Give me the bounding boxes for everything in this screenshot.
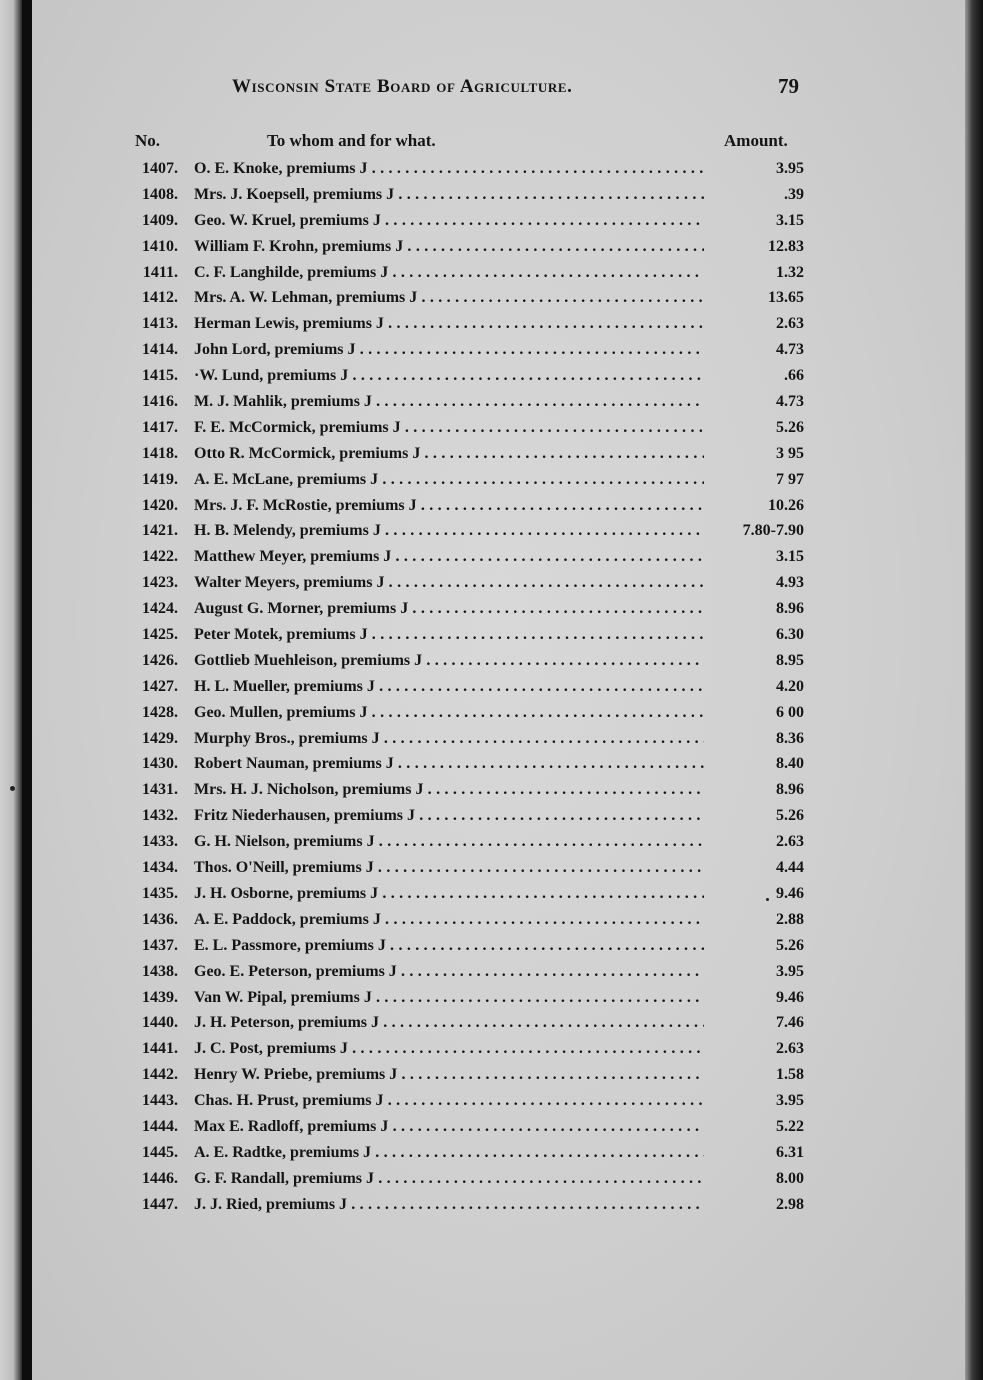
- entry-amount: 6.30: [776, 626, 804, 644]
- entry-amount: 7.80-7.90: [742, 522, 804, 540]
- entry-number: 1418.: [142, 444, 178, 462]
- ledger-row: [120, 1192, 820, 1218]
- entry-description: ·W. Lund, premiums J . . .: [194, 363, 704, 389]
- entry-number: 1435.: [142, 884, 178, 902]
- ledger-row: [120, 518, 820, 544]
- entry-amount: .66: [784, 367, 804, 385]
- entry-amount: 1.32: [776, 263, 804, 281]
- entry-description: Walter Meyers, premiums J . . .: [194, 570, 704, 596]
- column-header-no: No.: [135, 131, 161, 150]
- print-speck: [10, 786, 15, 791]
- entry-number: 1438.: [142, 962, 178, 980]
- ledger-entries: [120, 156, 820, 1218]
- ledger-row: [120, 1088, 820, 1114]
- entry-amount: 4.73: [776, 341, 804, 359]
- entry-number: 1421.: [142, 522, 178, 540]
- ledger-row: [120, 803, 820, 829]
- entry-number: 1425.: [142, 626, 178, 644]
- ledger-row: [120, 260, 820, 286]
- ledger-row: [120, 855, 820, 881]
- entry-number: 1408.: [142, 185, 178, 203]
- ledger-row: [120, 1010, 820, 1036]
- entry-number: 1416.: [142, 393, 178, 411]
- entry-amount: 3.95: [776, 160, 804, 177]
- entry-description: Geo. Mullen, premiums J . . .: [194, 700, 704, 726]
- entry-number: 1436.: [142, 910, 178, 928]
- entry-number: 1443.: [142, 1092, 178, 1110]
- ledger-row: [120, 570, 820, 596]
- entry-number: 1441.: [142, 1040, 178, 1058]
- ledger-row: [120, 156, 820, 182]
- entry-description: William F. Krohn, premiums J . . .: [194, 234, 704, 260]
- entry-number: 1442.: [142, 1066, 178, 1084]
- entry-description: J. H. Peterson, premiums J . . .: [194, 1010, 704, 1036]
- entry-amount: 8.40: [776, 755, 804, 773]
- entry-amount: 2.63: [776, 1040, 804, 1058]
- ledger-row: [120, 1062, 820, 1088]
- entry-description: E. L. Passmore, premiums J . . .: [194, 933, 704, 959]
- entry-description: Van W. Pipal, premiums J . . .: [194, 985, 704, 1011]
- entry-amount: 2.63: [776, 833, 804, 851]
- entry-description: Mrs. J. F. McRostie, premiums J . . .: [194, 493, 704, 519]
- column-header-amount: Amount.: [724, 131, 788, 150]
- ledger-row: [120, 337, 820, 363]
- entry-amount: 8.95: [776, 651, 804, 669]
- ledger-row: [120, 1036, 820, 1062]
- entry-description: Fritz Niederhausen, premiums J . . .: [194, 803, 704, 829]
- entry-description: O. E. Knoke, premiums J . . .: [194, 156, 704, 182]
- entry-number: 1424.: [142, 600, 178, 618]
- ledger-row: [120, 596, 820, 622]
- entry-description: H. B. Melendy, premiums J . . .: [194, 518, 704, 544]
- entry-amount: 2.98: [776, 1195, 804, 1213]
- entry-number: 1434.: [142, 859, 178, 877]
- entry-description: C. F. Langhilde, premiums J . . .: [194, 260, 704, 286]
- entry-amount: 7 97: [776, 470, 804, 488]
- ledger-row: [120, 234, 820, 260]
- ledger-row: [120, 208, 820, 234]
- entry-amount: 5.26: [776, 807, 804, 825]
- entry-number: 1446.: [142, 1169, 178, 1187]
- entry-amount: 13.65: [768, 289, 804, 307]
- entry-description: H. L. Mueller, premiums J . . .: [194, 674, 704, 700]
- entry-number: 1422.: [142, 548, 178, 566]
- entry-amount: 7.46: [776, 1014, 804, 1032]
- entry-amount: 3.95: [776, 1092, 804, 1110]
- ledger-row: [120, 907, 820, 933]
- entry-description: Herman Lewis, premiums J . . .: [194, 311, 704, 337]
- entry-amount: 12.83: [768, 237, 804, 255]
- entry-description: J. H. Osborne, premiums J . . .: [194, 881, 704, 907]
- ledger-row: [120, 726, 820, 752]
- entry-amount: 9.46: [776, 884, 804, 902]
- entry-description: August G. Morner, premiums J . . .: [194, 596, 704, 622]
- entry-amount: 3.95: [776, 962, 804, 980]
- entry-number: 1411.: [142, 263, 178, 281]
- page-binding-shadow: [0, 0, 22, 1380]
- ledger-row: [120, 1140, 820, 1166]
- entry-number: 1410.: [142, 237, 178, 255]
- entry-number: 1440.: [142, 1014, 178, 1032]
- entry-amount: 8.00: [776, 1169, 804, 1187]
- entry-amount: 4.93: [776, 574, 804, 592]
- entry-amount: 3.15: [776, 548, 804, 566]
- entry-description: Otto R. McCormick, premiums J . . .: [194, 441, 704, 467]
- entry-number: 1445.: [142, 1143, 178, 1161]
- ledger-row: [120, 285, 820, 311]
- ledger-row: [120, 389, 820, 415]
- ledger-row: [120, 622, 820, 648]
- entry-description: Chas. H. Prust, premiums J . . .: [194, 1088, 704, 1114]
- entry-number: 1430.: [142, 755, 178, 773]
- ledger-row: [120, 933, 820, 959]
- entry-number: 1423.: [142, 574, 178, 592]
- entry-amount: 4.20: [776, 677, 804, 695]
- entry-description: Gottlieb Muehleison, premiums J . . .: [194, 648, 704, 674]
- ledger-row: [120, 544, 820, 570]
- entry-number: 1412.: [142, 289, 178, 307]
- entry-description: A. E. Paddock, premiums J . . .: [194, 907, 704, 933]
- entry-amount: 5.22: [776, 1117, 804, 1135]
- entry-number: 1447.: [142, 1195, 178, 1213]
- entry-number: 1420.: [142, 496, 178, 514]
- entry-number: 1432.: [142, 807, 178, 825]
- entry-number: 1407.: [142, 160, 178, 177]
- entry-amount: 4.73: [776, 393, 804, 411]
- entry-number: 1427.: [142, 677, 178, 695]
- ledger-row: [120, 777, 820, 803]
- entry-number: 1429.: [142, 729, 178, 747]
- ledger-row: [120, 441, 820, 467]
- ledger-row: [120, 751, 820, 777]
- entry-number: 1426.: [142, 651, 178, 669]
- entry-number: 1415.: [142, 367, 178, 385]
- entry-amount: 3 95: [776, 444, 804, 462]
- ledger-row: [120, 700, 820, 726]
- entry-number: 1419.: [142, 470, 178, 488]
- entry-amount: 2.63: [776, 315, 804, 333]
- entry-amount: 8.36: [776, 729, 804, 747]
- entry-number: 1437.: [142, 936, 178, 954]
- entry-description: John Lord, premiums J . . .: [194, 337, 704, 363]
- ledger-row: [120, 1166, 820, 1192]
- entry-amount: 4.44: [776, 859, 804, 877]
- ledger-row: [120, 363, 820, 389]
- ledger-row: [120, 881, 820, 907]
- page-edge-shadow: [965, 0, 983, 1380]
- entry-amount: 6 00: [776, 703, 804, 721]
- ledger-row: [120, 182, 820, 208]
- entry-description: Henry W. Priebe, premiums J . . .: [194, 1062, 704, 1088]
- entry-number: 1413.: [142, 315, 178, 333]
- book-spine: [22, 0, 32, 1380]
- entry-amount: 1.58: [776, 1066, 804, 1084]
- entry-amount: 5.26: [776, 936, 804, 954]
- entry-amount: 6.31: [776, 1143, 804, 1161]
- entry-description: Mrs. A. W. Lehman, premiums J . . .: [194, 285, 704, 311]
- entry-description: Geo. W. Kruel, premiums J . . .: [194, 208, 704, 234]
- entry-description: A. E. Radtke, premiums J . . .: [194, 1140, 704, 1166]
- entry-description: Matthew Meyer, premiums J . . .: [194, 544, 704, 570]
- entry-number: 1431.: [142, 781, 178, 799]
- entry-number: 1409.: [142, 211, 178, 229]
- scanned-page: [32, 0, 965, 1380]
- entry-number: 1433.: [142, 833, 178, 851]
- entry-description: A. E. McLane, premiums J . . .: [194, 467, 704, 493]
- page-number: 79: [778, 74, 799, 98]
- entry-amount: 10.26: [768, 496, 804, 514]
- entry-amount: 3.15: [776, 211, 804, 229]
- entry-number: 1444.: [142, 1117, 178, 1135]
- entry-amount: 8.96: [776, 600, 804, 618]
- ledger-row: [120, 985, 820, 1011]
- ledger-row: [120, 829, 820, 855]
- entry-amount: 2.88: [776, 910, 804, 928]
- entry-description: Thos. O'Neill, premiums J . . .: [194, 855, 704, 881]
- ledger-row: [120, 467, 820, 493]
- running-title: Wisconsin State Board of Agriculture.: [232, 76, 573, 97]
- entry-description: Robert Nauman, premiums J . . .: [194, 751, 704, 777]
- entry-number: 1414.: [142, 341, 178, 359]
- print-speck: [766, 898, 769, 901]
- entry-amount: 5.26: [776, 418, 804, 436]
- ledger-row: [120, 959, 820, 985]
- entry-amount: .39: [784, 185, 804, 203]
- entry-description: Mrs. J. Koepsell, premiums J . . .: [194, 182, 704, 208]
- entry-description: Murphy Bros., premiums J . . .: [194, 726, 704, 752]
- entry-description: G. H. Nielson, premiums J . . .: [194, 829, 704, 855]
- entry-description: Mrs. H. J. Nicholson, premiums J . . .: [194, 777, 704, 803]
- ledger-row: [120, 493, 820, 519]
- entry-number: 1417.: [142, 418, 178, 436]
- entry-number: 1439.: [142, 988, 178, 1006]
- entry-description: J. C. Post, premiums J . . .: [194, 1036, 704, 1062]
- entry-amount: 8.96: [776, 781, 804, 799]
- entry-amount: 9.46: [776, 988, 804, 1006]
- ledger-row: [120, 674, 820, 700]
- entry-description: Peter Motek, premiums J . . .: [194, 622, 704, 648]
- entry-description: Geo. E. Peterson, premiums J . . .: [194, 959, 704, 985]
- ledger-row: [120, 1114, 820, 1140]
- ledger-row: [120, 311, 820, 337]
- entry-number: 1428.: [142, 703, 178, 721]
- entry-description: M. J. Mahlik, premiums J . . .: [194, 389, 704, 415]
- entry-description: J. J. Ried, premiums J . . .: [194, 1192, 704, 1218]
- entry-description: G. F. Randall, premiums J . . .: [194, 1166, 704, 1192]
- entry-description: F. E. McCormick, premiums J . . .: [194, 415, 704, 441]
- ledger-row: [120, 415, 820, 441]
- ledger-row: [120, 648, 820, 674]
- entry-description: Max E. Radloff, premiums J . . .: [194, 1114, 704, 1140]
- column-header-description: To whom and for what.: [267, 131, 436, 150]
